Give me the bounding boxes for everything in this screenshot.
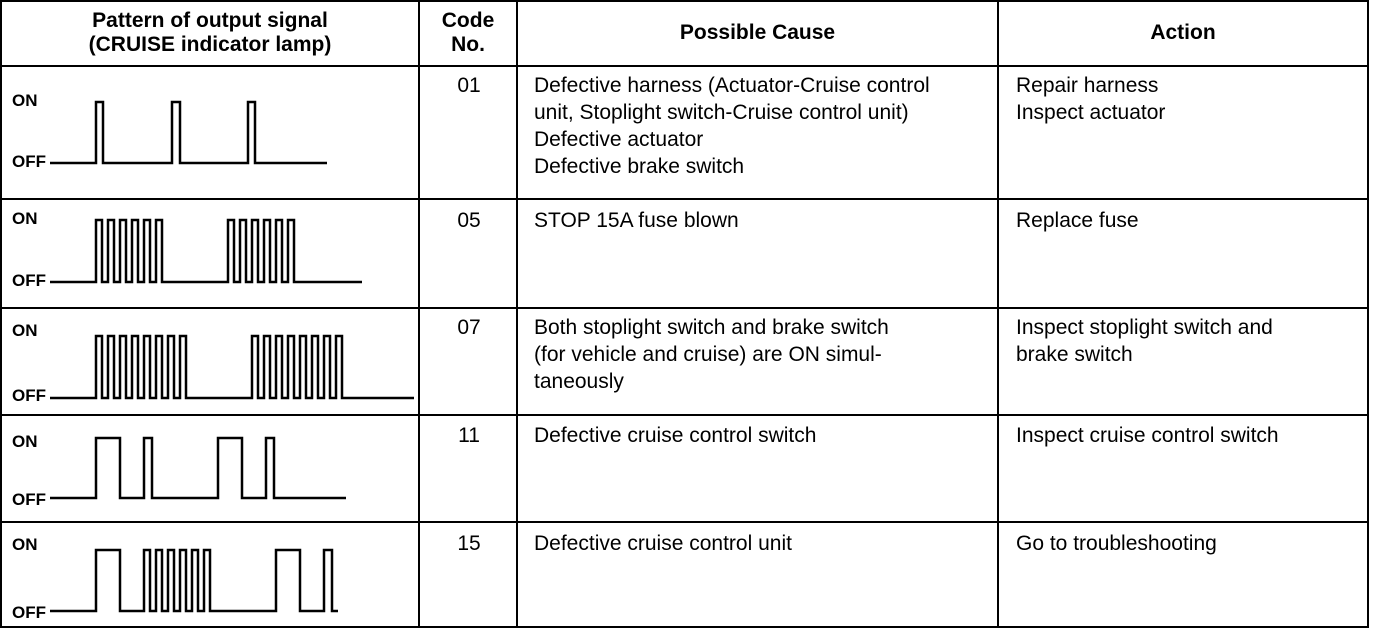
signal-pattern-05: [2, 200, 418, 307]
signal-pattern-01: [2, 67, 418, 198]
header-pattern: [2, 0, 418, 66]
off-label: OFF: [12, 386, 46, 405]
off-label: OFF: [12, 603, 46, 622]
cause-line: STOP 15A fuse blown: [534, 209, 739, 232]
action-line: Inspect actuator: [1016, 101, 1166, 124]
cause-line: Defective harness (Actuator-Cruise control: [534, 74, 930, 97]
off-label: OFF: [12, 490, 46, 509]
code-11: 11: [458, 424, 480, 447]
header-action-label: Action: [1150, 21, 1216, 44]
on-label: ON: [12, 209, 38, 228]
cause-line: Defective actuator: [534, 128, 704, 151]
code-01: 01: [457, 74, 481, 97]
action-11: [1016, 422, 1279, 449]
action-line: Replace fuse: [1016, 209, 1139, 232]
cause-line: (for vehicle and cruise) are ON simul-: [534, 343, 882, 366]
cause-07: [534, 314, 889, 395]
cause-line: taneously: [534, 370, 624, 393]
header-pattern-line2: (CRUISE indicator lamp): [88, 33, 332, 56]
waveform-07: [2, 309, 418, 414]
cause-05: [534, 207, 739, 234]
action-line: Inspect stoplight switch and: [1016, 316, 1273, 339]
header-action: [999, 0, 1367, 66]
action-line: Repair harness: [1016, 74, 1159, 97]
action-line: brake switch: [1016, 343, 1133, 366]
on-label: ON: [12, 432, 38, 451]
code-15: 15: [457, 532, 481, 555]
code-07: 07: [457, 316, 481, 339]
cause-line: unit, Stoplight switch-Cruise control unit): [534, 101, 909, 124]
header-cause-label: Possible Cause: [679, 21, 836, 44]
cause-line: Both stoplight switch and brake switch: [534, 316, 889, 339]
cause-line: Defective cruise control switch: [534, 424, 817, 447]
column-divider: [997, 0, 999, 628]
action-07: [1016, 314, 1273, 368]
header-code-line2: No.: [451, 33, 485, 56]
action-line: Go to troubleshooting: [1016, 532, 1217, 555]
signal-pattern-15: [2, 523, 418, 628]
on-label: ON: [12, 321, 38, 340]
signal-pattern-11: [2, 416, 418, 521]
waveform-11: [2, 416, 418, 521]
waveform-01: [2, 67, 418, 198]
cause-line: Defective cruise control unit: [534, 532, 792, 555]
waveform-15: [2, 523, 418, 628]
header-code: [420, 0, 516, 66]
signal-pattern-07: [2, 309, 418, 414]
cause-line: Defective brake switch: [534, 155, 745, 178]
cause-15: [534, 530, 792, 557]
action-line: Inspect cruise control switch: [1016, 424, 1279, 447]
off-label: OFF: [12, 271, 46, 290]
cause-11: [534, 422, 816, 449]
off-label: OFF: [12, 152, 46, 171]
header-code-line1: Code: [441, 9, 495, 32]
waveform-05: [2, 200, 418, 307]
on-label: ON: [12, 535, 38, 554]
cause-01: [534, 72, 930, 180]
header-cause: [518, 0, 997, 66]
action-01: [1016, 72, 1165, 126]
code-05: 05: [457, 209, 481, 232]
action-05: [1016, 207, 1139, 234]
action-15: [1016, 530, 1217, 557]
header-pattern-line1: Pattern of output signal: [92, 9, 328, 32]
on-label: ON: [12, 91, 38, 110]
